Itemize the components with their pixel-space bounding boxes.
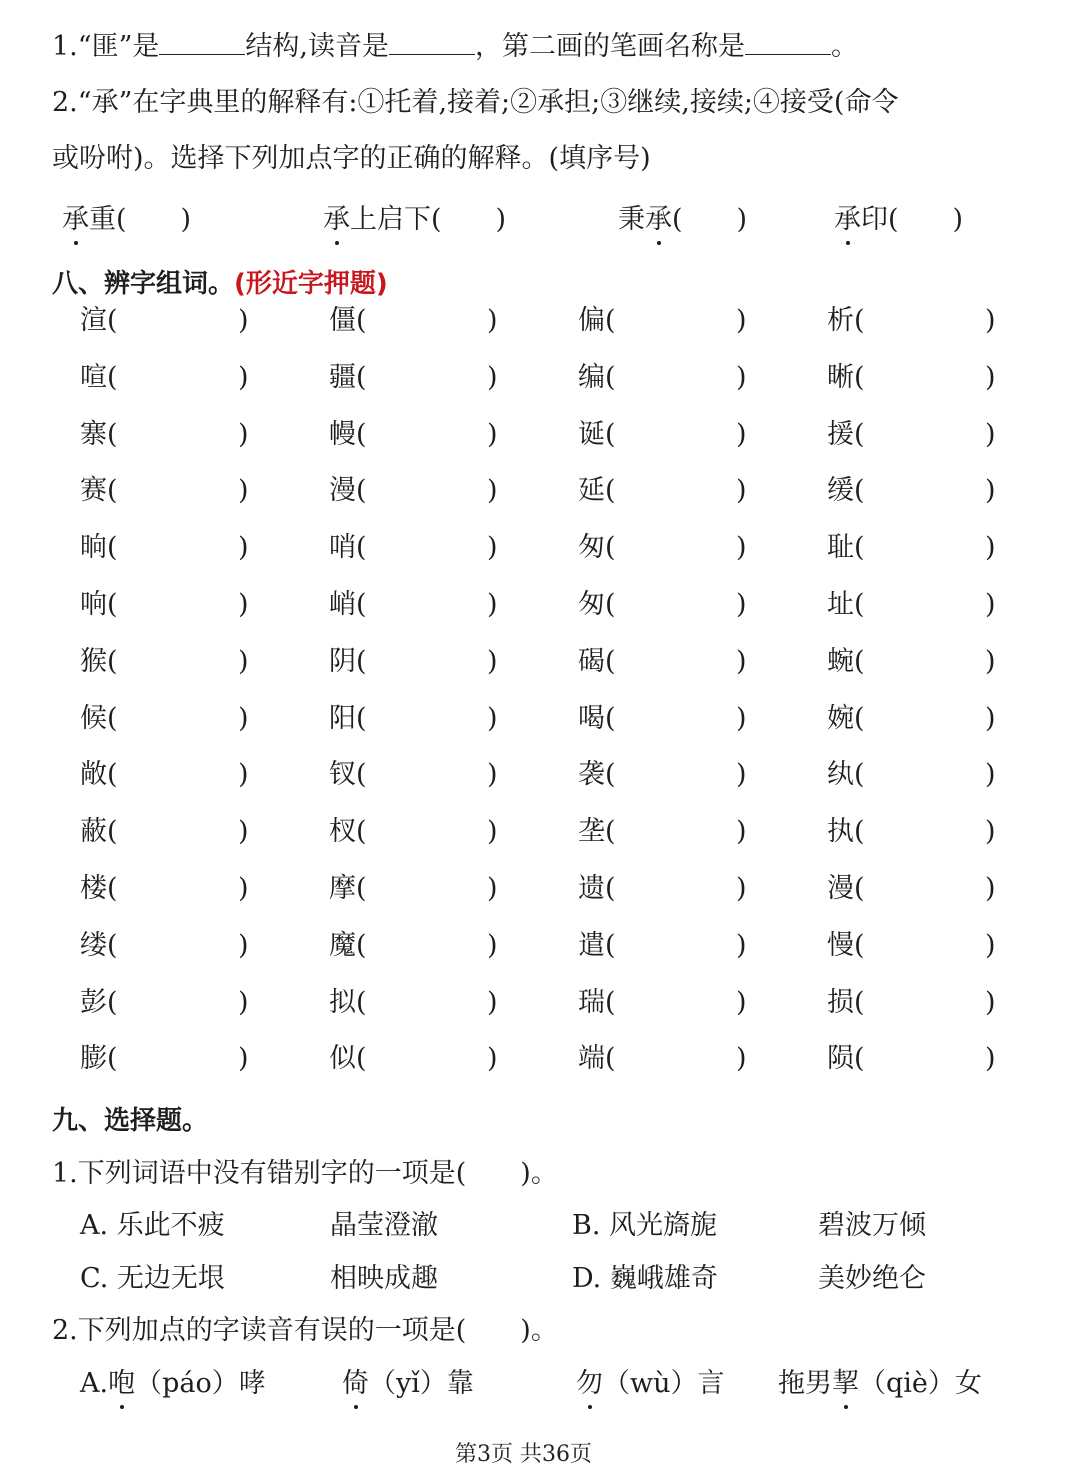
close-paren: ) <box>238 305 249 336</box>
mc-option-c-word-1[interactable]: C. 无边无垠 <box>80 1263 225 1294</box>
open-paren: ( <box>605 645 616 677</box>
close-paren: ) <box>736 702 747 734</box>
word-char: 喧 <box>80 361 107 393</box>
close-paren: ) <box>736 645 747 677</box>
open-paren: ( <box>854 361 865 393</box>
word-cell[interactable] <box>80 928 252 964</box>
word-char: 漫 <box>329 475 356 507</box>
word-cell[interactable] <box>80 644 252 680</box>
open-paren: ( <box>107 1043 118 1075</box>
word-char: 瑞 <box>578 986 605 1018</box>
word-char: 遗 <box>578 873 605 904</box>
page-footer: 第3页 共36页 <box>455 1442 592 1467</box>
close-paren: ) <box>985 816 996 848</box>
word-char: 喝 <box>578 702 605 734</box>
open-paren: ( <box>854 873 865 904</box>
word-cell[interactable] <box>329 530 501 566</box>
open-paren: ( <box>854 589 865 620</box>
close-paren: ) <box>238 816 249 848</box>
word-char: 候 <box>80 702 107 734</box>
word-char: 拟 <box>329 986 356 1018</box>
open-paren: ( <box>854 702 865 734</box>
word-char: 诞 <box>578 418 605 450</box>
word-char: 彭 <box>80 986 107 1018</box>
word-char: 晰 <box>827 361 854 393</box>
question-2-word-1: 承重( ) <box>62 202 191 238</box>
open-paren: ( <box>356 873 367 904</box>
word-cell[interactable] <box>329 473 501 509</box>
answer-paren[interactable]: ( ) <box>672 204 748 235</box>
close-paren: ) <box>487 759 498 791</box>
open-paren: ( <box>854 475 865 507</box>
open-paren: ( <box>356 986 367 1018</box>
open-paren: ( <box>605 1043 616 1075</box>
word-char: 蔽 <box>80 816 107 848</box>
word-cell[interactable] <box>80 473 252 509</box>
answer-blank-stroke[interactable] <box>745 28 831 55</box>
answer-paren[interactable]: ( ) <box>888 204 964 235</box>
mc-option-b-word-1[interactable]: B. 风光旖旎 <box>572 1210 718 1241</box>
word-cell[interactable] <box>578 871 750 907</box>
dotted-char: 承 <box>323 202 350 238</box>
word-cell[interactable] <box>827 985 999 1021</box>
open-paren: ( <box>107 816 118 848</box>
word-char: 猴 <box>80 645 107 677</box>
word-char: 匆 <box>578 589 605 620</box>
word-char: 钗 <box>329 759 356 791</box>
word-char: 耻 <box>827 532 854 564</box>
open-paren: ( <box>605 589 616 620</box>
close-paren: ) <box>487 986 498 1018</box>
close-paren: ) <box>985 418 996 450</box>
mc-option-c-word-2: 相映成趣 <box>330 1263 438 1294</box>
answer-paren[interactable]: ( ) <box>116 204 192 235</box>
word-char: 响 <box>80 589 107 620</box>
word-char: 慢 <box>827 929 854 961</box>
dotted-char: 承 <box>645 202 672 238</box>
answer-paren[interactable]: ( ) <box>431 204 507 235</box>
open-paren: ( <box>356 532 367 564</box>
section-8-heading <box>52 266 388 302</box>
open-paren: ( <box>107 986 118 1018</box>
word-char: 敞 <box>80 759 107 791</box>
close-paren: ) <box>985 929 996 961</box>
open-paren: ( <box>107 305 118 336</box>
close-paren: ) <box>487 873 498 904</box>
open-paren: ( <box>107 589 118 620</box>
open-paren: ( <box>107 361 118 393</box>
word-cell[interactable] <box>578 928 750 964</box>
close-paren: ) <box>238 475 249 507</box>
mc-option-d-word-1[interactable]: D. 巍峨雄奇 <box>572 1263 718 1294</box>
close-paren: ) <box>238 645 249 677</box>
close-paren: ) <box>238 986 249 1018</box>
dotted-char: 承 <box>62 202 89 238</box>
open-paren: ( <box>854 759 865 791</box>
open-paren: ( <box>854 986 865 1018</box>
close-paren: ) <box>985 1043 996 1075</box>
open-paren: ( <box>605 986 616 1018</box>
word-cell[interactable] <box>329 757 501 793</box>
close-paren: ) <box>487 645 498 677</box>
word-cell[interactable] <box>80 985 252 1021</box>
word-cell[interactable] <box>80 360 252 396</box>
word-cell[interactable] <box>827 360 999 396</box>
open-paren: ( <box>605 418 616 450</box>
open-paren: ( <box>356 475 367 507</box>
open-paren: ( <box>854 929 865 961</box>
word-cell[interactable] <box>80 701 252 737</box>
question-2-word-2: 承上启下( ) <box>323 202 506 238</box>
word-cell[interactable] <box>329 871 501 907</box>
close-paren: ) <box>985 645 996 677</box>
word-char: 婉 <box>827 702 854 734</box>
open-paren: ( <box>356 929 367 961</box>
word-cell[interactable] <box>827 757 999 793</box>
word-char: 晌 <box>80 532 107 564</box>
close-paren: ) <box>238 532 249 564</box>
word-char: 漫 <box>827 873 854 904</box>
word-cell[interactable] <box>329 587 501 623</box>
word-char: 哨 <box>329 532 356 564</box>
close-paren: ) <box>985 361 996 393</box>
word-cell[interactable] <box>80 757 252 793</box>
word-char: 摩 <box>329 873 356 904</box>
open-paren: ( <box>605 305 616 336</box>
close-paren: ) <box>238 361 249 393</box>
word-char: 遣 <box>578 929 605 961</box>
open-paren: ( <box>605 361 616 393</box>
close-paren: ) <box>985 702 996 734</box>
word-cell[interactable] <box>329 644 501 680</box>
word-cell[interactable] <box>578 701 750 737</box>
open-paren: ( <box>107 929 118 961</box>
word-char: 碣 <box>578 645 605 677</box>
section-8-title: 八、辨字组词。 <box>52 269 235 299</box>
close-paren: ) <box>736 816 747 848</box>
word-cell[interactable] <box>827 303 999 339</box>
open-paren: ( <box>356 361 367 393</box>
open-paren: ( <box>356 645 367 677</box>
close-paren: ) <box>487 589 498 620</box>
word-cell[interactable] <box>578 473 750 509</box>
close-paren: ) <box>238 759 249 791</box>
close-paren: ) <box>736 361 747 393</box>
mc-option-d-word-2: 美妙绝仑 <box>818 1263 926 1294</box>
word-char: 杈 <box>329 816 356 848</box>
close-paren: ) <box>238 589 249 620</box>
close-paren: ) <box>736 873 747 904</box>
mc-option-a-word-2: 晶莹澄澈 <box>330 1210 438 1241</box>
mc-question-2: 2.下列加点的字读音有误的一项是( )。 <box>52 1315 558 1346</box>
mc2-option-2[interactable]: 倚（yǐ）靠 <box>342 1366 474 1402</box>
close-paren: ) <box>736 475 747 507</box>
close-paren: ) <box>736 759 747 791</box>
open-paren: ( <box>107 702 118 734</box>
word-char: 蜿 <box>827 645 854 677</box>
word-cell[interactable] <box>578 303 750 339</box>
word-char: 纨 <box>827 759 854 791</box>
word-cell[interactable] <box>578 417 750 453</box>
close-paren: ) <box>985 759 996 791</box>
close-paren: ) <box>736 305 747 336</box>
word-cell[interactable] <box>827 473 999 509</box>
close-paren: ) <box>736 1043 747 1075</box>
open-paren: ( <box>605 816 616 848</box>
close-paren: ) <box>487 418 498 450</box>
close-paren: ) <box>736 929 747 961</box>
open-paren: ( <box>356 1043 367 1075</box>
open-paren: ( <box>107 873 118 904</box>
open-paren: ( <box>107 759 118 791</box>
word-cell[interactable] <box>329 303 501 339</box>
open-paren: ( <box>854 1043 865 1075</box>
word-char: 缕 <box>80 929 107 961</box>
dotted-char: 勿 <box>576 1366 603 1402</box>
open-paren: ( <box>605 759 616 791</box>
mc2-option-1[interactable]: A.咆（páo）哮 <box>80 1366 266 1402</box>
close-paren: ) <box>487 1043 498 1075</box>
question-2-word-4: 承印( ) <box>834 202 963 238</box>
word-cell[interactable] <box>827 871 999 907</box>
open-paren: ( <box>605 702 616 734</box>
word-char: 疆 <box>329 361 356 393</box>
word-cell[interactable] <box>827 1041 999 1077</box>
close-paren: ) <box>238 418 249 450</box>
open-paren: ( <box>854 645 865 677</box>
word-cell[interactable] <box>827 644 999 680</box>
word-cell[interactable] <box>578 985 750 1021</box>
mc-option-a-word-1[interactable]: A. 乐此不疲 <box>80 1210 225 1241</box>
word-cell[interactable] <box>80 814 252 850</box>
word-cell[interactable] <box>827 530 999 566</box>
open-paren: ( <box>605 532 616 564</box>
word-char: 幔 <box>329 418 356 450</box>
close-paren: ) <box>487 305 498 336</box>
word-char: 魔 <box>329 929 356 961</box>
close-paren: ) <box>487 475 498 507</box>
word-char: 阳 <box>329 702 356 734</box>
word-cell[interactable] <box>80 303 252 339</box>
dotted-char: 倚 <box>342 1366 369 1402</box>
word-cell[interactable] <box>329 928 501 964</box>
question-1-part-4: 。 <box>830 31 858 62</box>
dotted-char: 咆 <box>108 1366 135 1402</box>
word-char: 缓 <box>827 475 854 507</box>
word-char: 僵 <box>329 305 356 336</box>
word-char: 址 <box>827 589 854 620</box>
word-char: 赛 <box>80 475 107 507</box>
word-cell[interactable] <box>578 530 750 566</box>
mc-option-b-word-2: 碧波万倾 <box>818 1210 926 1241</box>
dotted-char: 挈 <box>832 1366 859 1402</box>
mc2-option-3[interactable]: 勿（wù）言 <box>576 1366 725 1402</box>
close-paren: ) <box>985 986 996 1018</box>
question-1 <box>52 28 858 65</box>
question-2-line-2: 或吩咐)。选择下列加点字的正确的解释。(填序号) <box>52 143 651 174</box>
close-paren: ) <box>487 929 498 961</box>
open-paren: ( <box>854 418 865 450</box>
close-paren: ) <box>736 532 747 564</box>
open-paren: ( <box>854 816 865 848</box>
word-char: 袭 <box>578 759 605 791</box>
close-paren: ) <box>736 418 747 450</box>
close-paren: ) <box>985 475 996 507</box>
question-2-line-1: 2.“承”在字典里的解释有:①托着,接着;②承担;③继续,接续;④接受(命令 <box>52 87 899 118</box>
word-cell[interactable] <box>80 871 252 907</box>
answer-blank-structure[interactable] <box>159 28 245 55</box>
open-paren: ( <box>854 532 865 564</box>
word-cell[interactable] <box>827 814 999 850</box>
word-char: 楼 <box>80 873 107 904</box>
section-8-note: (形近字押题) <box>234 269 388 299</box>
open-paren: ( <box>356 702 367 734</box>
word-char: 渲 <box>80 305 107 336</box>
word-char: 似 <box>329 1043 356 1075</box>
word-char: 编 <box>578 361 605 393</box>
word-cell[interactable] <box>329 1041 501 1077</box>
open-paren: ( <box>605 873 616 904</box>
word-char: 延 <box>578 475 605 507</box>
word-char: 析 <box>827 305 854 336</box>
open-paren: ( <box>107 532 118 564</box>
word-char: 匆 <box>578 532 605 564</box>
word-cell[interactable] <box>329 985 501 1021</box>
open-paren: ( <box>356 589 367 620</box>
word-cell[interactable] <box>578 1041 750 1077</box>
word-cell[interactable] <box>578 587 750 623</box>
close-paren: ) <box>487 702 498 734</box>
mc2-option-4[interactable]: 拖男挈（qiè）女 <box>778 1366 982 1402</box>
word-cell[interactable] <box>80 417 252 453</box>
word-char: 阴 <box>329 645 356 677</box>
open-paren: ( <box>356 305 367 336</box>
close-paren: ) <box>487 816 498 848</box>
close-paren: ) <box>985 589 996 620</box>
open-paren: ( <box>107 475 118 507</box>
answer-blank-pronunciation[interactable] <box>389 28 475 55</box>
close-paren: ) <box>736 986 747 1018</box>
word-cell[interactable] <box>578 360 750 396</box>
word-cell[interactable] <box>827 928 999 964</box>
question-1-part-2: 结构,读音是 <box>245 31 389 62</box>
open-paren: ( <box>107 418 118 450</box>
close-paren: ) <box>736 589 747 620</box>
open-paren: ( <box>605 475 616 507</box>
word-cell[interactable] <box>80 1041 252 1077</box>
word-char: 端 <box>578 1043 605 1075</box>
close-paren: ) <box>487 361 498 393</box>
word-char: 峭 <box>329 589 356 620</box>
question-1-part-3: ，第二画的笔画名称是 <box>474 31 745 62</box>
word-char: 偏 <box>578 305 605 336</box>
word-char: 膨 <box>80 1043 107 1075</box>
word-cell[interactable] <box>80 587 252 623</box>
open-paren: ( <box>107 645 118 677</box>
open-paren: ( <box>854 305 865 336</box>
word-cell[interactable] <box>578 757 750 793</box>
word-char: 陨 <box>827 1043 854 1075</box>
dotted-char: 承 <box>834 202 861 238</box>
word-char: 损 <box>827 986 854 1018</box>
section-9-title: 九、选择题。 <box>52 1106 209 1136</box>
open-paren: ( <box>356 418 367 450</box>
word-cell[interactable] <box>329 814 501 850</box>
open-paren: ( <box>356 816 367 848</box>
word-cell[interactable] <box>329 360 501 396</box>
word-cell[interactable] <box>827 587 999 623</box>
close-paren: ) <box>238 929 249 961</box>
close-paren: ) <box>238 1043 249 1075</box>
close-paren: ) <box>985 305 996 336</box>
word-cell[interactable] <box>827 417 999 453</box>
word-cell[interactable] <box>329 417 501 453</box>
word-cell[interactable] <box>578 644 750 680</box>
word-char: 执 <box>827 816 854 848</box>
close-paren: ) <box>238 702 249 734</box>
open-paren: ( <box>605 929 616 961</box>
word-cell[interactable] <box>578 814 750 850</box>
open-paren: ( <box>356 759 367 791</box>
question-2-word-3: 秉承( ) <box>618 202 747 238</box>
word-cell[interactable] <box>329 701 501 737</box>
word-cell[interactable] <box>827 701 999 737</box>
close-paren: ) <box>487 532 498 564</box>
mc-question-1: 1.下列词语中没有错别字的一项是( )。 <box>52 1158 558 1189</box>
close-paren: ) <box>985 873 996 904</box>
word-char: 援 <box>827 418 854 450</box>
close-paren: ) <box>238 873 249 904</box>
close-paren: ) <box>985 532 996 564</box>
word-cell[interactable] <box>80 530 252 566</box>
word-char: 寨 <box>80 418 107 450</box>
word-char: 垄 <box>578 816 605 848</box>
question-1-part-1: 1.“匪”是 <box>52 31 160 62</box>
